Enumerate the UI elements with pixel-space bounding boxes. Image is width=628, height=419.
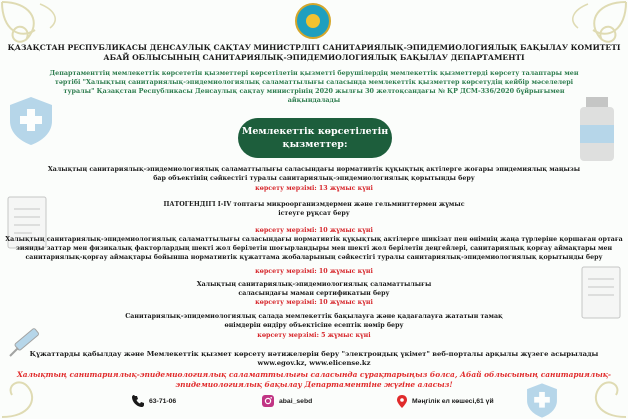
intro-line: тәртібі "Халықтың санитариялық-эпидемиологиялық саламаттылығы саласында мемлекеттік қызметтер көрсетудің кейбір мәселелері bbox=[54, 78, 574, 86]
department-title: АБАЙ ОБЛЫСЫНЫҢ САНИТАРИЯЛЫҚ-ЭПИДЕМИОЛОГИЯЛЫҚ БАҚЫЛАУ ДЕПАРТАМЕНТІ bbox=[103, 53, 525, 62]
service-4-text: саласындағы маман сертификатын беру bbox=[238, 290, 390, 297]
services-badge bbox=[238, 118, 392, 158]
service-3-text: санитариялық-қорғау аймақтары бойынша нормативтік құжаттама жобаларының сәйкестігі туралы санитариялық-эпидемиологиялық қорытынды беру bbox=[25, 254, 603, 261]
vaccine-bottle-icon bbox=[572, 95, 622, 165]
location-pin-icon bbox=[397, 395, 407, 408]
portal-links[interactable]: www.egov.kz, www.elicense.kz bbox=[257, 359, 371, 367]
service-5-text: Санитариялық-эпидемиологиялық салада мемлекеттік бақылауға және қадағалауға жататын тамақ bbox=[125, 313, 503, 320]
service-1-term: көрсету мерзімі: 13 жұмыс күні bbox=[255, 185, 373, 192]
service-4-text: Халықтың санитариялық-эпидемиологиялық саламаттылығы bbox=[196, 281, 432, 288]
service-2-text: ПАТОГЕНДІГІ I-IV топтағы микроорганизмдермен және гельминттермен жұмыс bbox=[163, 201, 465, 208]
service-5-text: өнімдерін өндіру объектісіне есептік нөмір беру bbox=[224, 322, 404, 329]
appeal-text: Халықтың санитариялық-эпидемиологиялық саламаттылығы саласында сұрақтарыңыз болса, Абай облысының санитариялық- bbox=[16, 370, 612, 379]
service-5-term: көрсету мерзімі: 5 жұмыс күні bbox=[257, 332, 371, 339]
emblem-icon bbox=[295, 3, 331, 39]
ministry-title: ҚАЗАҚСТАН РЕСПУБЛИКАСЫ ДЕНСАУЛЫҚ САҚТАУ МИНИСТРЛІГІ САНИТАРИЯЛЫҚ-ЭПИДЕМИОЛОГИЯЛЫҚ БАҚЫЛАУ КОМИТЕТІ bbox=[7, 43, 621, 52]
phone-icon bbox=[132, 395, 144, 407]
intro-line: Департаменттің мемлекеттік көрсететін қызметтері көрсетілетін қызметті берушілердің мемлекеттік қызметтерді көрсету талаптары мен bbox=[49, 69, 579, 77]
phone-number: 63-71-06 bbox=[149, 397, 177, 405]
service-1-text: бар объектінің сәйкестігі туралы санитариялық-эпидемиологиялық қорытынды беру bbox=[153, 175, 475, 182]
contact-phone[interactable] bbox=[132, 395, 176, 407]
service-1-text: Халықтың санитариялық-эпидемиологиялық саламаттылығы саласындағы нормативтік құқықтық актілерге жоғары эпидемиялық маңызы bbox=[47, 166, 581, 173]
service-2-term: көрсету мерзімі: 10 жұмыс күні bbox=[255, 227, 373, 234]
service-3-term: көрсету мерзімі: 10 жұмыс күні bbox=[255, 268, 373, 275]
service-3-text: Халықтың санитариялық-эпидемиологиялық саламаттылығы саласындағы нормативтік құқықтық актілерге шикізат пен өнімнің жаңа түрлеріне қоршаған ортаға bbox=[5, 236, 623, 243]
contact-address[interactable] bbox=[397, 395, 494, 408]
badge-line: қызметтер: bbox=[282, 139, 348, 150]
intro-line: айқындалады bbox=[287, 96, 341, 104]
badge-line: Мемлекеттік көрсетілетін bbox=[241, 126, 389, 137]
instagram-handle: abai_sebd bbox=[279, 397, 313, 405]
instagram-icon bbox=[262, 395, 274, 407]
contact-instagram[interactable] bbox=[262, 395, 312, 407]
address-text: Мәңгілік ел көшесі,61 үй bbox=[412, 398, 494, 405]
service-2-text: істеуге рұқсат беру bbox=[278, 210, 350, 217]
appeal-text: эпидемиологиялық бақылау Департаментіне жүгіне аласыз! bbox=[175, 380, 453, 389]
portal-text: Құжаттарды қабылдау және Мемлекеттік қызмет көрсету нәтижелерін беру "электрондық үкімет" веб-порталы арқылы жүзеге асырылады bbox=[29, 350, 599, 358]
service-4-term: көрсету мерзімі: 10 жұмыс күні bbox=[255, 299, 373, 306]
service-3-text: зиянды заттар мен физикалық факторлардың шекті жол берілетін шоғырландыры мен шекті жол берілетін деңгейлері, санитариялық қорғау аймақтары мен bbox=[15, 245, 613, 252]
intro-line: туралы" Қазақстан Республикасы Денсаулық сақтау министрінің 2020 жылғы 30 желтоқсандағы № ҚР ДСМ-336/2020 бұйрығымен bbox=[63, 87, 565, 95]
